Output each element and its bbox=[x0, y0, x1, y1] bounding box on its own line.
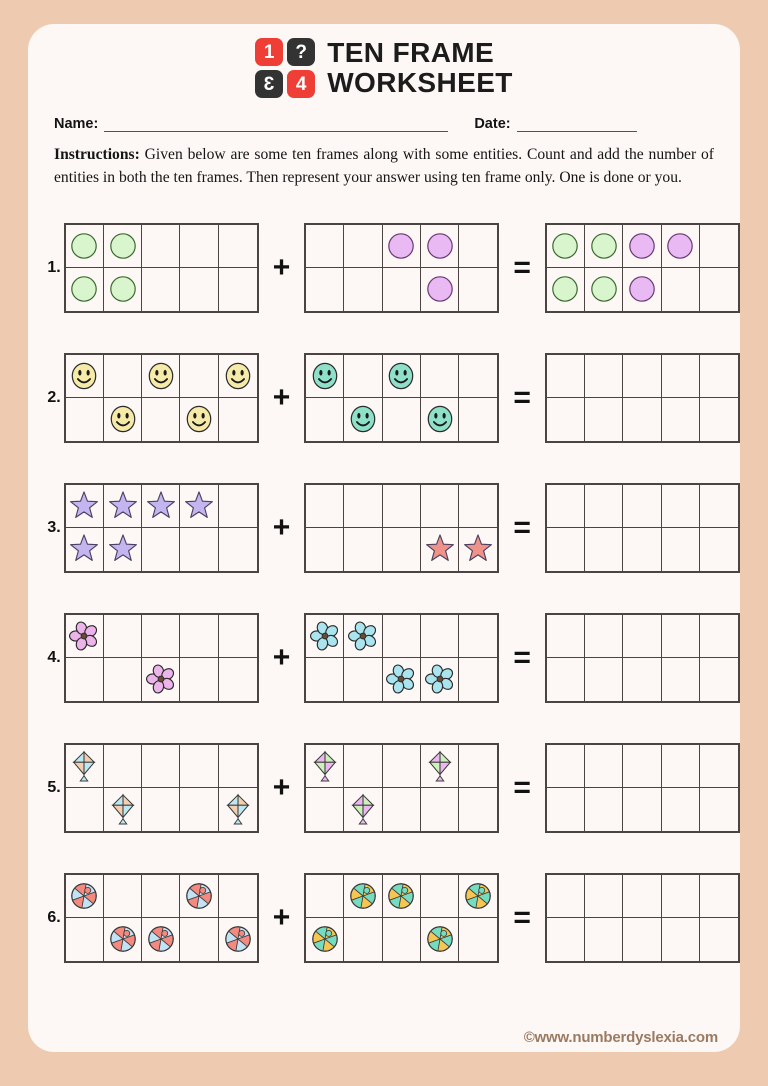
addend1-frame-cell[interactable] bbox=[104, 528, 142, 571]
addend1-frame-cell[interactable] bbox=[180, 485, 218, 528]
addend2-frame[interactable] bbox=[304, 483, 499, 573]
worksheet-header bbox=[28, 24, 740, 98]
addend2-frame-cell[interactable] bbox=[383, 745, 421, 788]
addend2-frame-cell[interactable] bbox=[383, 918, 421, 961]
answer-frame[interactable] bbox=[545, 743, 740, 833]
addend2-frame-cell[interactable] bbox=[383, 528, 421, 571]
addend2-frame-cell[interactable] bbox=[459, 875, 497, 918]
answer-frame-cell[interactable] bbox=[700, 658, 738, 701]
page-title bbox=[327, 38, 513, 98]
addend1-frame-cell[interactable] bbox=[142, 485, 180, 528]
addend2-frame-cell[interactable] bbox=[421, 745, 459, 788]
addend1-frame-cell[interactable] bbox=[66, 918, 104, 961]
answer-frame-cell[interactable] bbox=[623, 788, 661, 831]
problem-number: 1. bbox=[47, 258, 61, 276]
addend1-frame-cell[interactable] bbox=[219, 745, 257, 788]
addend2-frame-cell[interactable] bbox=[344, 745, 382, 788]
addend1-frame-cell[interactable] bbox=[180, 528, 218, 571]
date-label: Date: bbox=[474, 116, 511, 133]
addend2-frame-cell[interactable] bbox=[383, 658, 421, 701]
answer-frame-cell[interactable] bbox=[547, 268, 585, 311]
addend1-frame-cell[interactable] bbox=[66, 875, 104, 918]
title-line-1: TEN FRAME bbox=[327, 37, 495, 68]
answer-frame-cell[interactable] bbox=[623, 528, 661, 571]
addend2-frame-cell[interactable] bbox=[459, 225, 497, 268]
addend1-frame-cell[interactable] bbox=[66, 355, 104, 398]
addend2-frame-cell[interactable] bbox=[383, 225, 421, 268]
addend2-frame-cell[interactable] bbox=[306, 875, 344, 918]
answer-frame-cell[interactable] bbox=[662, 225, 700, 268]
addend2-frame-cell[interactable] bbox=[306, 398, 344, 441]
addend1-frame-cell[interactable] bbox=[180, 875, 218, 918]
addend2-frame-cell[interactable] bbox=[459, 745, 497, 788]
brand-logo-icon bbox=[255, 38, 315, 98]
addend1-frame-cell[interactable] bbox=[104, 398, 142, 441]
addend2-frame-cell[interactable] bbox=[344, 398, 382, 441]
addend1-frame[interactable] bbox=[64, 223, 259, 313]
addend2-frame-cell[interactable] bbox=[459, 398, 497, 441]
problem-number: 2. bbox=[47, 388, 61, 406]
answer-frame-cell[interactable] bbox=[700, 918, 738, 961]
addend1-frame-cell[interactable] bbox=[219, 355, 257, 398]
answer-frame-cell[interactable] bbox=[623, 745, 661, 788]
answer-frame-cell[interactable] bbox=[547, 355, 585, 398]
logo-tile-4: 4 bbox=[287, 70, 315, 98]
plus-operator: + bbox=[272, 380, 291, 414]
addend2-frame-cell[interactable] bbox=[383, 788, 421, 831]
equals-operator: = bbox=[513, 640, 531, 674]
instructions-lead: Instructions: bbox=[54, 146, 140, 164]
answer-frame-cell[interactable] bbox=[585, 355, 623, 398]
addend2-frame-cell[interactable] bbox=[306, 268, 344, 311]
answer-frame-cell[interactable] bbox=[547, 398, 585, 441]
addend2-frame-cell[interactable] bbox=[459, 615, 497, 658]
addend2-frame-cell[interactable] bbox=[344, 485, 382, 528]
answer-frame-cell[interactable] bbox=[662, 875, 700, 918]
addend2-frame-cell[interactable] bbox=[383, 355, 421, 398]
addend1-frame-cell[interactable] bbox=[180, 398, 218, 441]
answer-frame-cell[interactable] bbox=[623, 918, 661, 961]
equals-operator: = bbox=[513, 900, 531, 934]
answer-frame-cell[interactable] bbox=[623, 398, 661, 441]
addend1-frame-cell[interactable] bbox=[180, 355, 218, 398]
worksheet-page bbox=[28, 24, 740, 1052]
addend2-frame-cell[interactable] bbox=[344, 268, 382, 311]
plus-operator: + bbox=[272, 640, 291, 674]
addend1-frame-cell[interactable] bbox=[180, 268, 218, 311]
addend1-frame-cell[interactable] bbox=[142, 528, 180, 571]
addend1-frame-cell[interactable] bbox=[66, 268, 104, 311]
answer-frame-cell[interactable] bbox=[700, 615, 738, 658]
addend2-frame-cell[interactable] bbox=[344, 615, 382, 658]
addend1-frame-cell[interactable] bbox=[66, 745, 104, 788]
plus-operator: + bbox=[272, 510, 291, 544]
addend1-frame-cell[interactable] bbox=[142, 875, 180, 918]
answer-frame-cell[interactable] bbox=[585, 528, 623, 571]
answer-frame-cell[interactable] bbox=[662, 658, 700, 701]
problem-row bbox=[28, 333, 740, 463]
plus-operator: + bbox=[272, 900, 291, 934]
addend1-frame-cell[interactable] bbox=[219, 268, 257, 311]
answer-frame-cell[interactable] bbox=[662, 615, 700, 658]
answer-frame-cell[interactable] bbox=[700, 788, 738, 831]
addend1-frame-cell[interactable] bbox=[180, 788, 218, 831]
addend1-frame-cell[interactable] bbox=[142, 918, 180, 961]
addend2-frame-cell[interactable] bbox=[459, 918, 497, 961]
answer-frame-cell[interactable] bbox=[585, 875, 623, 918]
addend1-frame-cell[interactable] bbox=[104, 918, 142, 961]
addend2-frame-cell[interactable] bbox=[421, 398, 459, 441]
answer-frame-cell[interactable] bbox=[700, 875, 738, 918]
addend1-frame-cell[interactable] bbox=[104, 225, 142, 268]
addend1-frame-cell[interactable] bbox=[219, 875, 257, 918]
addend2-frame-cell[interactable] bbox=[421, 268, 459, 311]
addend2-frame-cell[interactable] bbox=[459, 788, 497, 831]
title-line-2: WORKSHEET bbox=[327, 67, 513, 99]
answer-frame-cell[interactable] bbox=[700, 225, 738, 268]
footer-credit: ©www.numberdyslexia.com bbox=[523, 1029, 718, 1046]
addend1-frame-cell[interactable] bbox=[66, 225, 104, 268]
addend1-frame-cell[interactable] bbox=[66, 615, 104, 658]
plus-operator: + bbox=[272, 770, 291, 804]
answer-frame-cell[interactable] bbox=[547, 485, 585, 528]
answer-frame-cell[interactable] bbox=[700, 528, 738, 571]
addend2-frame[interactable] bbox=[304, 353, 499, 443]
problem-number: 4. bbox=[47, 648, 61, 666]
answer-frame-cell[interactable] bbox=[623, 658, 661, 701]
addend2-frame-cell[interactable] bbox=[306, 485, 344, 528]
addend2-frame[interactable] bbox=[304, 873, 499, 963]
addend2-frame-cell[interactable] bbox=[421, 225, 459, 268]
addend1-frame-cell[interactable] bbox=[180, 225, 218, 268]
problem-row bbox=[28, 723, 740, 853]
addend1-frame-cell[interactable] bbox=[219, 528, 257, 571]
plus-operator: + bbox=[272, 250, 291, 284]
addend2-frame[interactable] bbox=[304, 613, 499, 703]
addend1-frame-cell[interactable] bbox=[180, 658, 218, 701]
answer-frame-cell[interactable] bbox=[662, 268, 700, 311]
name-label: Name: bbox=[54, 116, 99, 133]
addend2-frame-cell[interactable] bbox=[344, 875, 382, 918]
addend1-frame[interactable] bbox=[64, 743, 259, 833]
equals-operator: = bbox=[513, 770, 531, 804]
addend1-frame-cell[interactable] bbox=[142, 615, 180, 658]
addend2-frame-cell[interactable] bbox=[306, 355, 344, 398]
answer-frame-cell[interactable] bbox=[623, 355, 661, 398]
equals-operator: = bbox=[513, 510, 531, 544]
addend2-frame-cell[interactable] bbox=[421, 485, 459, 528]
problem-number: 5. bbox=[47, 778, 61, 796]
answer-frame[interactable] bbox=[545, 613, 740, 703]
addend2-frame-cell[interactable] bbox=[421, 355, 459, 398]
addend2-frame-cell[interactable] bbox=[306, 918, 344, 961]
problem-row bbox=[28, 463, 740, 593]
addend2-frame-cell[interactable] bbox=[421, 658, 459, 701]
answer-frame-cell[interactable] bbox=[662, 745, 700, 788]
instructions-text bbox=[54, 144, 714, 188]
addend1-frame-cell[interactable] bbox=[219, 788, 257, 831]
addend2-frame-cell[interactable] bbox=[306, 788, 344, 831]
addend2-frame-cell[interactable] bbox=[344, 528, 382, 571]
addend1-frame-cell[interactable] bbox=[104, 268, 142, 311]
addend1-frame-cell[interactable] bbox=[180, 918, 218, 961]
addend2-frame-cell[interactable] bbox=[344, 918, 382, 961]
addend2-frame-cell[interactable] bbox=[383, 398, 421, 441]
addend1-frame[interactable] bbox=[64, 483, 259, 573]
addend1-frame-cell[interactable] bbox=[104, 875, 142, 918]
addend1-frame-cell[interactable] bbox=[66, 398, 104, 441]
answer-frame-cell[interactable] bbox=[662, 528, 700, 571]
answer-frame-cell[interactable] bbox=[662, 485, 700, 528]
addend1-frame-cell[interactable] bbox=[180, 745, 218, 788]
logo-tile-question: ? bbox=[287, 38, 315, 66]
addend1-frame[interactable] bbox=[64, 873, 259, 963]
addend1-frame-cell[interactable] bbox=[142, 355, 180, 398]
date-input[interactable] bbox=[517, 118, 637, 132]
answer-frame-cell[interactable] bbox=[662, 788, 700, 831]
problem-row bbox=[28, 853, 740, 983]
addend1-frame-cell[interactable] bbox=[219, 398, 257, 441]
addend1-frame[interactable] bbox=[64, 353, 259, 443]
addend2-frame-cell[interactable] bbox=[459, 485, 497, 528]
addend1-frame-cell[interactable] bbox=[66, 485, 104, 528]
answer-frame-cell[interactable] bbox=[623, 875, 661, 918]
addend1-frame-cell[interactable] bbox=[104, 355, 142, 398]
answer-frame-cell[interactable] bbox=[547, 745, 585, 788]
answer-frame-cell[interactable] bbox=[623, 615, 661, 658]
answer-frame-cell[interactable] bbox=[700, 355, 738, 398]
addend1-frame-cell[interactable] bbox=[104, 615, 142, 658]
answer-frame-cell[interactable] bbox=[623, 225, 661, 268]
addend2-frame-cell[interactable] bbox=[383, 485, 421, 528]
addend2-frame-cell[interactable] bbox=[459, 355, 497, 398]
problem-number: 6. bbox=[47, 908, 61, 926]
answer-frame[interactable] bbox=[545, 353, 740, 443]
addend1-frame[interactable] bbox=[64, 613, 259, 703]
answer-frame-cell[interactable] bbox=[585, 788, 623, 831]
answer-frame-cell[interactable] bbox=[623, 268, 661, 311]
answer-frame-cell[interactable] bbox=[700, 745, 738, 788]
addend2-frame-cell[interactable] bbox=[383, 268, 421, 311]
answer-frame-cell[interactable] bbox=[585, 918, 623, 961]
addend1-frame-cell[interactable] bbox=[142, 658, 180, 701]
answer-frame-cell[interactable] bbox=[547, 658, 585, 701]
addend2-frame-cell[interactable] bbox=[421, 918, 459, 961]
addend1-frame-cell[interactable] bbox=[219, 615, 257, 658]
instructions-body: Given below are some ten frames along with some entities. Count and add the number of entities in both the ten frames. Then represent your answer using ten frame only. One is done or you. bbox=[54, 146, 714, 186]
answer-frame-cell[interactable] bbox=[700, 485, 738, 528]
problem-number: 3. bbox=[47, 518, 61, 536]
addend2-frame[interactable] bbox=[304, 743, 499, 833]
answer-frame-cell[interactable] bbox=[585, 268, 623, 311]
addend2-frame-cell[interactable] bbox=[344, 355, 382, 398]
addend1-frame-cell[interactable] bbox=[104, 658, 142, 701]
name-input[interactable] bbox=[104, 118, 448, 132]
addend1-frame-cell[interactable] bbox=[104, 788, 142, 831]
answer-frame-cell[interactable] bbox=[662, 355, 700, 398]
addend2-frame-cell[interactable] bbox=[421, 788, 459, 831]
addend2-frame[interactable] bbox=[304, 223, 499, 313]
answer-frame-cell[interactable] bbox=[623, 485, 661, 528]
answer-frame-cell[interactable] bbox=[585, 225, 623, 268]
equals-operator: = bbox=[513, 380, 531, 414]
addend2-frame-cell[interactable] bbox=[344, 658, 382, 701]
answer-frame-cell[interactable] bbox=[547, 918, 585, 961]
addend2-frame-cell[interactable] bbox=[344, 788, 382, 831]
addend1-frame-cell[interactable] bbox=[66, 788, 104, 831]
answer-frame[interactable] bbox=[545, 483, 740, 573]
answer-frame-cell[interactable] bbox=[585, 485, 623, 528]
equals-operator: = bbox=[513, 250, 531, 284]
answer-frame-cell[interactable] bbox=[662, 918, 700, 961]
answer-frame-cell[interactable] bbox=[700, 398, 738, 441]
answer-frame[interactable] bbox=[545, 223, 740, 313]
answer-frame-cell[interactable] bbox=[585, 658, 623, 701]
answer-frame-cell[interactable] bbox=[547, 615, 585, 658]
answer-frame-cell[interactable] bbox=[585, 615, 623, 658]
addend1-frame-cell[interactable] bbox=[180, 615, 218, 658]
addend1-frame-cell[interactable] bbox=[66, 658, 104, 701]
addend2-frame-cell[interactable] bbox=[459, 528, 497, 571]
addend2-frame-cell[interactable] bbox=[306, 745, 344, 788]
addend2-frame-cell[interactable] bbox=[421, 615, 459, 658]
answer-frame-cell[interactable] bbox=[547, 875, 585, 918]
problem-row bbox=[28, 203, 740, 333]
addend1-frame-cell[interactable] bbox=[104, 485, 142, 528]
answer-frame-cell[interactable] bbox=[700, 268, 738, 311]
addend2-frame-cell[interactable] bbox=[306, 615, 344, 658]
addend2-frame-cell[interactable] bbox=[459, 268, 497, 311]
addend1-frame-cell[interactable] bbox=[219, 485, 257, 528]
answer-frame-cell[interactable] bbox=[662, 398, 700, 441]
name-date-row bbox=[54, 116, 714, 132]
addend2-frame-cell[interactable] bbox=[306, 225, 344, 268]
addend1-frame-cell[interactable] bbox=[142, 745, 180, 788]
addend2-frame-cell[interactable] bbox=[306, 658, 344, 701]
addend2-frame-cell[interactable] bbox=[421, 528, 459, 571]
addend2-frame-cell[interactable] bbox=[421, 875, 459, 918]
addend1-frame-cell[interactable] bbox=[142, 398, 180, 441]
logo-tile-3-mirrored: 3 bbox=[255, 70, 283, 98]
answer-frame-cell[interactable] bbox=[547, 788, 585, 831]
addend2-frame-cell[interactable] bbox=[383, 875, 421, 918]
problem-row bbox=[28, 593, 740, 723]
logo-tile-1: 1 bbox=[255, 38, 283, 66]
addend2-frame-cell[interactable] bbox=[306, 528, 344, 571]
addend2-frame-cell[interactable] bbox=[383, 615, 421, 658]
addend2-frame-cell[interactable] bbox=[459, 658, 497, 701]
answer-frame-cell[interactable] bbox=[585, 745, 623, 788]
answer-frame-cell[interactable] bbox=[547, 528, 585, 571]
addend2-frame-cell[interactable] bbox=[344, 225, 382, 268]
answer-frame-cell[interactable] bbox=[585, 398, 623, 441]
addend1-frame-cell[interactable] bbox=[142, 788, 180, 831]
answer-frame-cell[interactable] bbox=[547, 225, 585, 268]
addend1-frame-cell[interactable] bbox=[104, 745, 142, 788]
answer-frame[interactable] bbox=[545, 873, 740, 963]
addend1-frame-cell[interactable] bbox=[142, 268, 180, 311]
addend1-frame-cell[interactable] bbox=[219, 225, 257, 268]
addend1-frame-cell[interactable] bbox=[219, 918, 257, 961]
addend1-frame-cell[interactable] bbox=[66, 528, 104, 571]
addend1-frame-cell[interactable] bbox=[142, 225, 180, 268]
problem-list bbox=[28, 203, 740, 983]
addend1-frame-cell[interactable] bbox=[219, 658, 257, 701]
